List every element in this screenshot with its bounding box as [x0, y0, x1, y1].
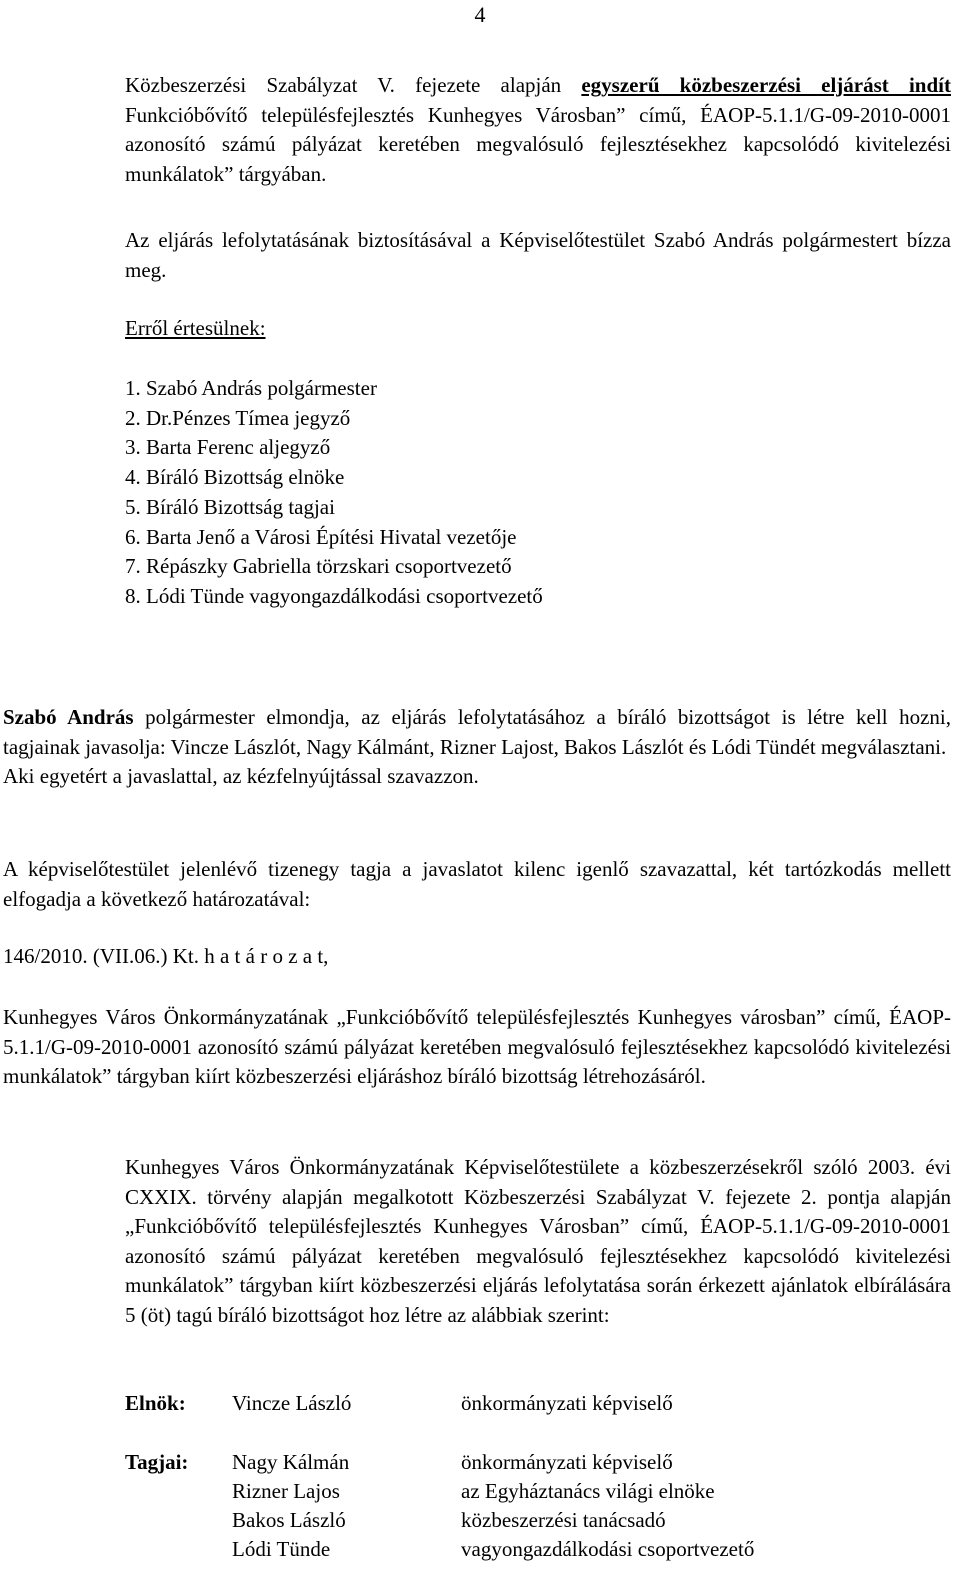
- vote-result-paragraph: [3, 855, 951, 914]
- member-role: az Egyháztanács világi elnöke: [461, 1479, 715, 1503]
- speech-paragraph: [3, 703, 951, 792]
- resolution-number-text: 146/2010. (VII.06.) Kt. h a t á r o z a t,: [3, 944, 329, 968]
- list-item: 6. Barta Jenő a Városi Építési Hivatal vezetője: [125, 524, 517, 549]
- list-item: 8. Lódi Tünde vagyongazdálkodási csoportvezető: [125, 583, 543, 608]
- intro-paragraph: [125, 71, 951, 189]
- list-item: 5. Bíráló Bizottság tagjai: [125, 494, 335, 519]
- resolution-body-paragraph: [125, 1153, 951, 1331]
- member-name: Rizner Lajos: [232, 1479, 340, 1503]
- speech-text: polgármester elmondja, az eljárás lefolytatásához a bíráló bizottságot is létre kell hozni, tagjainak javasolja: Vincze Lászlót, Nagy Kálmánt, Rizner Lajost, Bakos Lászlót és Lódi Tündét megválasztani.: [3, 705, 951, 759]
- resolution-title-paragraph: [3, 1003, 951, 1092]
- authorization-text: Az eljárás lefolytatásának biztosításával a Képviselőtestület Szabó András polgármestert bízza meg.: [125, 228, 951, 282]
- list-item: 2. Dr.Pénzes Tímea jegyző: [125, 405, 351, 430]
- chair-role: önkormányzati képviselő: [461, 1391, 673, 1415]
- notify-list: [125, 374, 543, 612]
- resolution-number: [3, 942, 328, 972]
- speaker-name: Szabó András: [3, 705, 134, 729]
- intro-text-start: Közbeszerzési Szabályzat V. fejezete alapján: [125, 73, 582, 97]
- vote-result-text: A képviselőtestület jelenlévő tizenegy tagja a javaslatot kilenc igenlő szavazattal, két tartózkodás mellett elfogadja a következő határozatával:: [3, 857, 951, 911]
- member-name: Nagy Kálmán: [232, 1450, 350, 1474]
- member-role: önkormányzati képviselő: [461, 1450, 673, 1474]
- list-item: 3. Barta Ferenc aljegyző: [125, 435, 331, 460]
- notify-heading: [125, 314, 266, 344]
- page-number: 4: [474, 2, 486, 27]
- procedure-type-highlight: egyszerű közbeszerzési eljárást indít: [581, 73, 951, 97]
- chair-label: Elnök:: [125, 1391, 186, 1415]
- vote-call-text: Aki egyetért a javaslattal, az kézfelnyújtással szavazzon.: [3, 764, 479, 789]
- chair-name: Vincze László: [232, 1391, 352, 1415]
- member-role: vagyongazdálkodási csoportvezető: [461, 1537, 755, 1561]
- member-role: közbeszerzési tanácsadó: [461, 1508, 666, 1532]
- authorization-paragraph: [125, 226, 951, 285]
- resolution-title-text: Kunhegyes Város Önkormányzatának „Funkcióbővítő településfejlesztés Kunhegyes városban” című, ÉAOP-5.1.1/G-09-2010-0001 azonosító számú pályázat keretében megvalósuló fejlesztésekhez kapcsolódó kivitelezési munkálatok” tárgyban kiírt közbeszerzési eljáráshoz bíráló bizottság létrehozásáról.: [3, 1005, 951, 1089]
- list-item: 4. Bíráló Bizottság elnöke: [125, 465, 345, 490]
- member-name: Bakos László: [232, 1508, 346, 1532]
- intro-text-end: Funkcióbővítő településfejlesztés Kunhegyes Városban” című, ÉAOP-5.1.1/G-09-2010-0001 azonosító számú pályázat keretében megvalósuló fejlesztésekhez kapcsolódó kivitelezési munkálatok” tárgyában.: [125, 102, 951, 186]
- list-item: 7. Répászky Gabriella törzskari csoportvezető: [125, 554, 512, 579]
- resolution-body-text: Kunhegyes Város Önkormányzatának Képviselőtestülete a közbeszerzésekről szóló 2003. évi CXXIX. törvény alapján megalkotott Közbeszerzési Szabályzat V. fejezete 2. pontja alapján „Funkcióbővítő településfejlesztés Kunhegyes Városban” című, ÉAOP-5.1.1/G-09-2010-0001 azonosító számú pályázat keretében megvalósuló fejlesztésekhez kapcsolódó kivitelezési munkálatok” tárgyban kiírt közbeszerzési eljárás lefolytatása során érkezett ajánlatok elbírálására 5 (öt) tagú bíráló bizottságot hoz létre az alábbiak szerint:: [125, 1155, 951, 1327]
- list-item: 1. Szabó András polgármester: [125, 376, 377, 400]
- members-label: Tagjai:: [125, 1450, 189, 1474]
- member-name: Lódi Tünde: [232, 1537, 331, 1561]
- notify-heading-text: Erről értesülnek:: [125, 316, 266, 340]
